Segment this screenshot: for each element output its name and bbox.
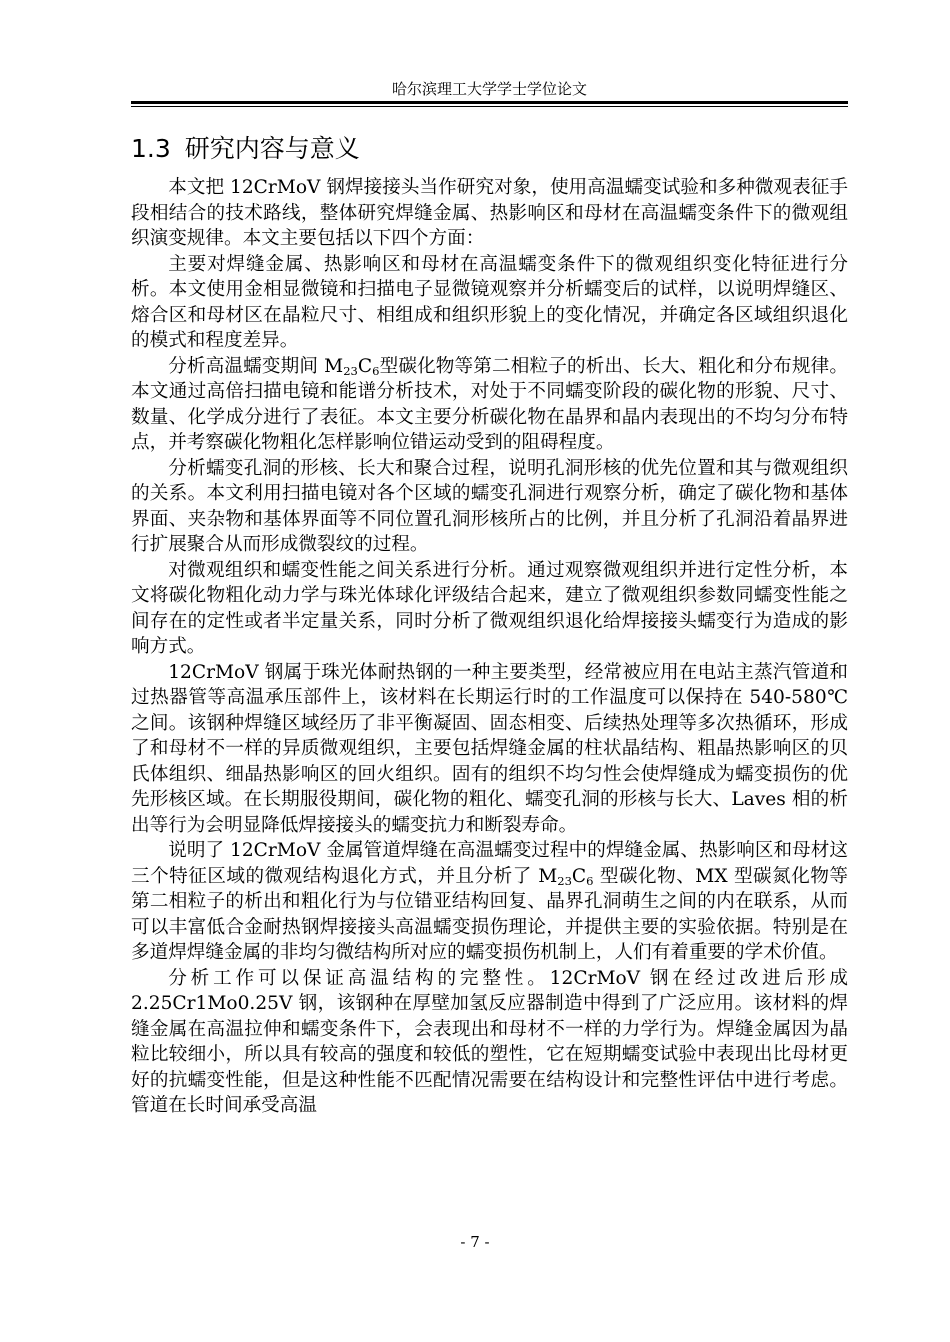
running-header: 哈尔滨理工大学学士学位论文 (391, 80, 587, 98)
paragraph (131, 354, 848, 456)
section-title-text: 研究内容与意义 (184, 134, 360, 163)
section-number: 1.3 (131, 134, 171, 163)
paragraph-text: C (571, 865, 587, 887)
paragraph-text: 分析高温蠕变期间 M (168, 355, 344, 377)
section-heading (131, 132, 360, 166)
subscript: 6 (372, 363, 380, 378)
page-number: - 7 - (460, 1233, 490, 1251)
paragraph-text: 型碳化物等第二相粒子的析出、长大、粗化和分布规律。本文通过高倍扫描电镜和能谱分析技术，对处于不同蠕变阶段的碳化物的形貌、尺寸、数量、化学成分进行了表征。本文主要分析碳化物在晶界和晶内表现出的不均匀分布特点，并考察碳化物粗化怎样影响位错运动受到的阻碍程度。 (131, 355, 848, 453)
subscript: 6 (586, 873, 594, 888)
subscript: 23 (343, 363, 358, 378)
paragraph: 12CrMoV 钢属于珠光体耐热钢的一种主要类型，经常被应用在电站主蒸汽管道和过热器管等高温承压部件上，该材料在长期运行时的工作温度可以保持在 540-580℃之间。该钢种焊缝区域经历了非平衡凝固、固态相变、后续热处理等多次热循环，形成了和母材不一样的异质微观组织，主要包括焊缝金属的柱状晶结构、粗晶热影响区的贝氏体组织、细晶热影响区的回火组织。固有的组织不均匀性会使焊缝成为蠕变损伤的优先形核区域。在长期服役期间，碳化物的粗化、蠕变孔洞的形核与长大、Laves 相的析出等行为会明显降低焊接接头的蠕变抗力和断裂寿命。 (131, 661, 848, 836)
paragraph (131, 838, 848, 966)
paragraph: 对微观组织和蠕变性能之间关系进行分析。通过观察微观组织并进行定性分析，本文将碳化物粗化动力学与珠光体球化评级结合起来，建立了微观组织参数同蠕变性能之间存在的定性或者半定量关系，同时分析了微观组织退化给焊接接头蠕变行为造成的影响方式。 (131, 559, 848, 657)
paragraph: 本文把 12CrMoV 钢焊接接头当作研究对象，使用高温蠕变试验和多种微观表征手段相结合的技术路线，整体研究焊缝金属、热影响区和母材在高温蠕变条件下的微观组织演变规律。本文主要包括以下四个方面： (131, 177, 848, 249)
paragraph: 分析蠕变孔洞的形核、长大和聚合过程，说明孔洞形核的优先位置和其与微观组织的关系。本文利用扫描电镜对各个区域的蠕变孔洞进行观察分析，确定了碳化物和基体界面、夹杂物和基体界面等不同位置孔洞形核所占的比例，并且分析了孔洞沿着晶界进行扩展聚合从而形成微裂纹的过程。 (131, 457, 848, 555)
paragraph: 分析工作可以保证高温结构的完整性。12CrMoV 钢在经过改进后形成 2.25Cr1Mo0.25V 钢，该钢种在厚壁加氢反应器制造中得到了广泛应用。该材料的焊缝金属在高温拉伸和蠕变条件下，会表现出和母材不一样的力学行为。焊缝金属因为晶粒比较细小，所以具有较高的强度和较低的塑性，它在短期蠕变试验中表现出比母材更好的抗蠕变性能，但是这种性能不匹配情况需要在结构设计和完整性评估中进行考虑。管道在长时间承受高温 (131, 967, 848, 1116)
header-rule-thick (131, 101, 848, 104)
paragraph-text: 型碳化物、MX 型碳氮化物等第二相粒子的析出和粗化行为与位错亚结构回复、晶界孔洞萌生之间的内在联系，从而可以丰富低合金耐热钢焊接接头高温蠕变损伤理论，并提供主要的实验依据。特别是在多道焊焊缝金属的非均匀微结构所对应的蠕变损伤机制上，人们有着重要的学术价值。 (131, 865, 848, 963)
body-text (131, 175, 848, 1119)
paragraph: 主要对焊缝金属、热影响区和母材在高温蠕变条件下的微观组织变化特征进行分析。本文使用金相显微镜和扫描电子显微镜观察并分析蠕变后的试样，以说明焊缝区、熔合区和母材区在晶粒尺寸、相组成和组织形貌上的变化情况，并确定各区域组织退化的模式和程度差异。 (131, 253, 848, 351)
subscript: 23 (557, 873, 572, 888)
paragraph-text: C (357, 355, 373, 377)
header-rule-thin (131, 106, 848, 107)
paragraph-text: 说明了 12CrMoV 金属管道焊缝在高温蠕变过程中的焊缝金属、热影响区和母材这三个特征区域的微观结构退化方式，并且分析了 M (131, 840, 848, 887)
